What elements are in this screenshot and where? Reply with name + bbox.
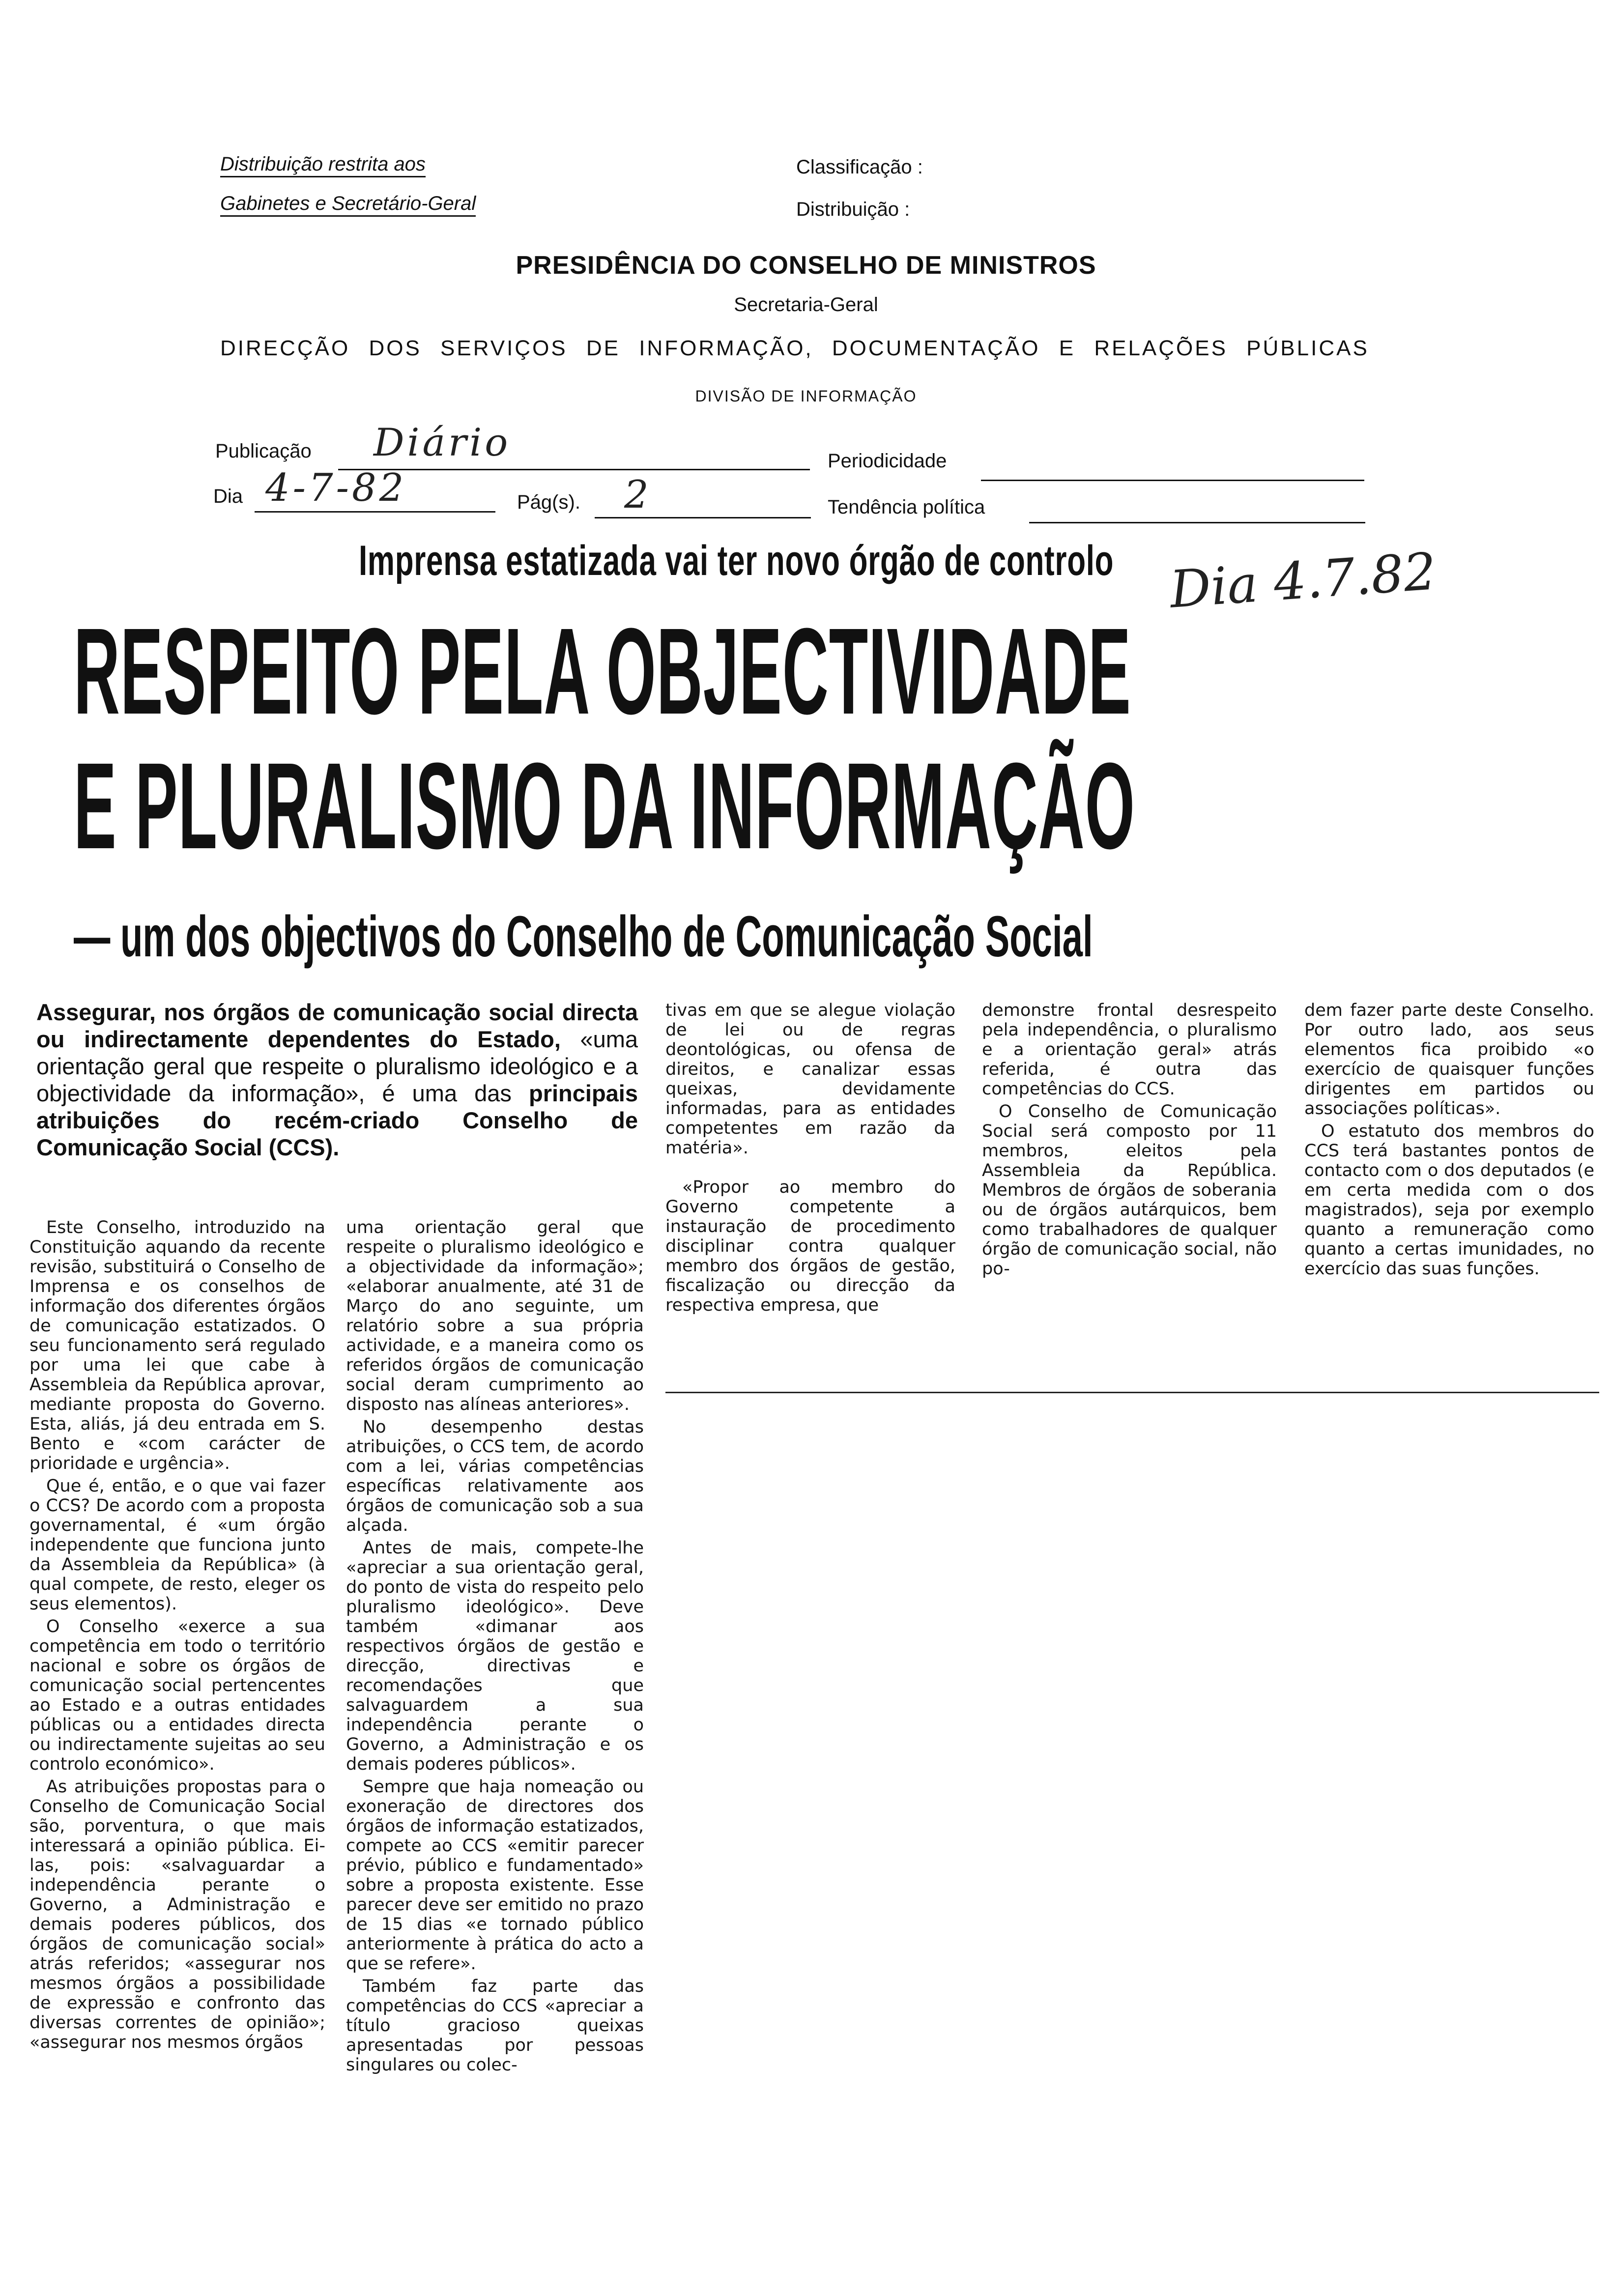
article-subhead: — um dos objectivos do Conselho de Comunicação Social: [74, 904, 1093, 969]
handwritten-annotation: Dia 4.7.82: [1168, 541, 1439, 620]
col2-paragraph: Antes de mais, compete-lhe «apreciar a sua orientação geral, do ponto de vista do respeito pelo pluralismo ideológico». Deve também «dimanar aos respectivos órgãos de gestão e direcção, directivas e recomendações que salvaguardem a sua independência perante o Governo, a Administração e os demais poderes públicos».: [346, 1538, 644, 1774]
pag-handwritten: 2: [624, 473, 652, 517]
lead-bold-end: principais atribuições do recém-criado Conselho de Comunicação Social (CCS).: [36, 1080, 638, 1160]
pag-label: Pág(s).: [517, 491, 580, 513]
col3-paragraph: «Propor ao membro do Governo competente a instauração de procedimento disciplinar contra qualquer membro dos órgãos de gestão, fiscalização ou direcção da respectiva empresa, que: [665, 1177, 955, 1315]
direccao-label: DIRECÇÃO DOS SERVIÇOS DE INFORMAÇÃO, DOCUMENTAÇÃO E RELAÇÕES PÚBLICAS: [220, 336, 1369, 360]
publicacao-handwritten: Diário: [374, 421, 511, 465]
org-title: PRESIDÊNCIA DO CONSELHO DE MINISTROS: [516, 251, 1096, 280]
periodicidade-label: Periodicidade: [828, 450, 947, 472]
headline-line1: RESPEITO PELA OBJECTIVIDADE: [74, 603, 1131, 740]
dia-handwritten: 4-7-82: [265, 466, 407, 510]
divisao-label: DIVISÃO DE INFORMAÇÃO: [695, 387, 917, 405]
secretaria-label: Secretaria-Geral: [734, 294, 878, 316]
col2-paragraph: No desempenho destas atribuições, o CCS tem, de acordo com a lei, várias competências específicas relativamente aos órgãos de comunicação sob a sua alçada.: [346, 1417, 644, 1535]
classification-label: Classificação :: [796, 156, 923, 178]
distribution-restricted-line2: Gabinetes e Secretário-Geral: [220, 193, 476, 215]
article-column-4: [982, 1001, 1277, 1282]
col5-paragraph: O estatuto dos membros do CCS terá bastantes pontos de contacto com o dos deputados (e em certa medida com o dos magistrados), seja por exemplo quanto a remuneração como quanto a certas imunidades, no exercício das suas funções.: [1304, 1121, 1594, 1279]
col2-paragraph: Também faz parte das competências do CCS «apreciar a título gracioso queixas apresentadas por pessoas singulares ou colec-: [346, 1977, 644, 2075]
dia-line: [255, 511, 495, 513]
col4-paragraph: demonstre frontal desrespeito pela independência, o pluralismo e a orientação geral» atrás referida, é outra das competências do CCS.: [982, 1001, 1277, 1099]
distribution-restricted-line1: Distribuição restrita aos: [220, 153, 426, 175]
pag-line: [595, 517, 811, 518]
col1-paragraph: O Conselho «exerce a sua competência em todo o território nacional e sobre os órgãos de comunicação social pertencentes ao Estado e a outras entidades públicas ou a entidades directa ou indirectamente sujeitas ao seu controlo económico».: [29, 1617, 325, 1774]
col2-paragraph: uma orientação geral que respeite o pluralismo ideológico e a objectividade da informação»; «elaborar anualmente, até 31 de Março do ano seguinte, um relatório sobre a sua própria actividade, e a maneira como os referidos órgãos de comunicação social deram cumprimento ao disposto nas alíneas anteriores».: [346, 1218, 644, 1414]
lead-middle: «uma orientação geral que respeite o pluralismo ideológico e a objectividade da informação», é uma das: [36, 1026, 638, 1106]
periodicidade-line: [981, 480, 1364, 481]
tendencia-label: Tendência política: [828, 496, 985, 518]
col3-paragraph: tivas em que se alegue violação de lei ou de regras deontológicas, ou ofensa de direitos, e canalizar essas queixas, devidamente informadas, para as entidades competentes em razão da matéria».: [665, 1001, 955, 1158]
distribution-label: Distribuição :: [796, 199, 910, 220]
dia-label: Dia: [213, 486, 243, 507]
col5-paragraph: dem fazer parte deste Conselho. Por outro lado, aos seus elementos fica proibido «o exercício de quaisquer funções dirigentes em partidos ou associações políticas».: [1304, 1001, 1594, 1119]
article-column-5: [1304, 1001, 1594, 1282]
section-divider: [665, 1392, 1599, 1393]
col1-paragraph: As atribuições propostas para o Conselho de Comunicação Social são, porventura, o que mais interessará a opinião pública. Ei-las, pois: «salvaguardar a independência perante o Governo, a Administração e demais poderes públicos, dos órgãos de comunicação social» atrás referidos; «assegurar nos mesmos órgãos a possibilidade de expressão e confronto das diversas correntes de opinião»; «assegurar nos mesmos órgãos: [29, 1777, 325, 2052]
col4-paragraph: O Conselho de Comunicação Social será composto por 11 membros, eleitos pela Assembleia da República. Membros de órgãos de soberania ou de órgãos autárquicos, bem como trabalhadores de qualquer órgão de comunicação social, não po-: [982, 1102, 1277, 1279]
col1-paragraph: Este Conselho, introduzido na Constituição aquando da recente revisão, substituirá o Conselho de Imprensa e os conselhos de informação dos diferentes órgãos de comunicação estatizados. O seu funcionamento será regulado por uma lei que cabe à Assembleia da República aprovar, mediante proposta do Governo. Esta, aliás, já deu entrada em S. Bento e «com carácter de prioridade e urgência».: [29, 1218, 325, 1473]
article-column-1: [29, 1218, 325, 2055]
headline-line2: E PLURALISMO DA INFORMAÇÃO: [74, 737, 1135, 874]
col1-paragraph: Que é, então, e o que vai fazer o CCS? De acordo com a proposta governamental, é «um órgão independente que funciona junto da Assembleia da República» (à qual compete, de resto, eleger os seus elementos).: [29, 1476, 325, 1614]
article-column-2: [346, 1218, 644, 2078]
lead-bold-start: Assegurar, nos órgãos de comunicação social directa ou indirectamente dependentes do Estado,: [36, 999, 638, 1052]
tendencia-line: [1029, 522, 1365, 523]
lead-paragraph: [36, 999, 638, 1161]
col2-paragraph: Sempre que haja nomeação ou exoneração de directores dos órgãos de informação estatizados, compete ao CCS «emitir parecer prévio, público e fundamentado» sobre a proposta existente. Esse parecer deve ser emitido no prazo de 15 dias «e tornado público anteriormente à prática do acto a que se refere».: [346, 1777, 644, 1974]
publicacao-label: Publicação: [215, 440, 312, 462]
article-kicker: Imprensa estatizada vai ter novo órgão de controlo: [359, 537, 1114, 584]
article-column-3: [665, 1001, 955, 1318]
publicacao-line: [338, 469, 810, 470]
